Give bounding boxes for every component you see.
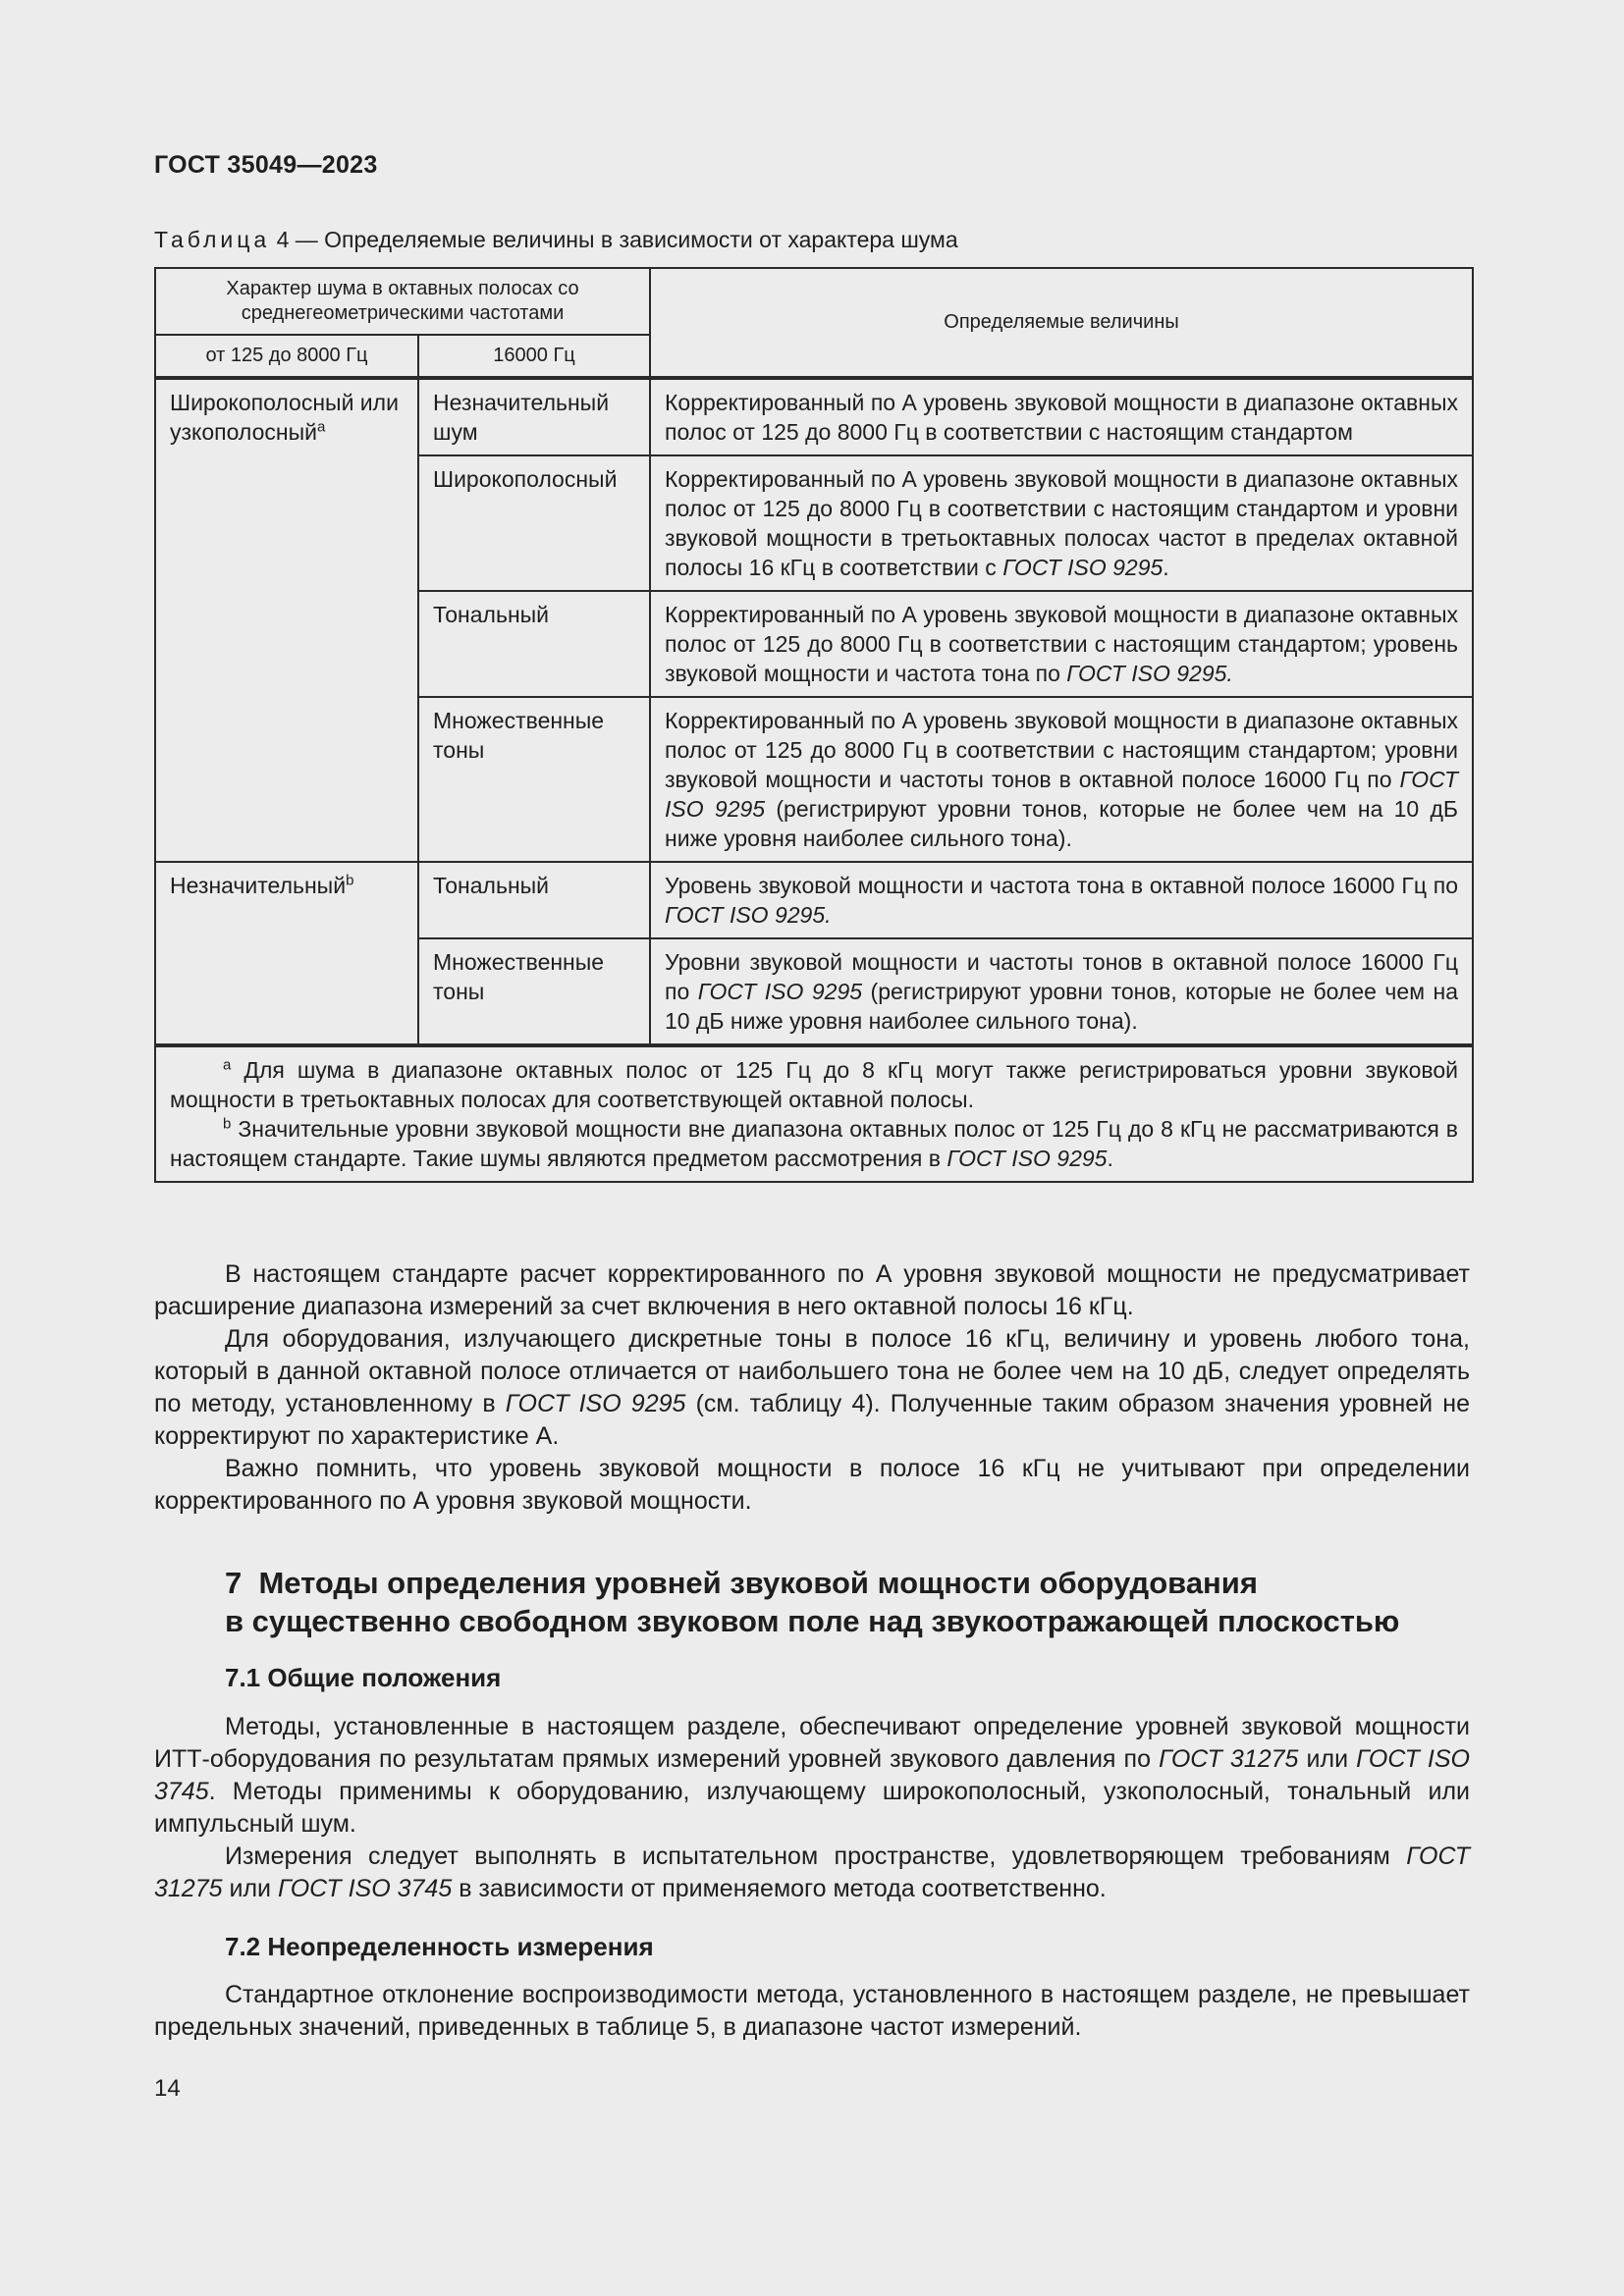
table-notes: [155, 1045, 1473, 1182]
table-caption-text: 4 — Определяемые величины в зависимости от характера шума: [270, 227, 958, 252]
paragraph: Стандартное отклонение воспроизводимости метода, установленного в настоящем разделе, не превышает предельных значений, приведенных в таблице 5, в диапазоне частот измерений.: [154, 1981, 1470, 2041]
subsection-7-2-body: [154, 1979, 1470, 2044]
paragraph: [154, 1841, 1470, 1905]
table-row: [155, 378, 1473, 455]
section-title-line: в существенно свободном звуковом поле над звукоотражающей плоскостью: [225, 1604, 1400, 1638]
standard-reference: ГОСТ ISO 9295: [505, 1390, 686, 1417]
table-caption-word: Таблица: [154, 227, 271, 252]
footnote-a-mark: a: [223, 1056, 232, 1074]
subsection-7-2-title: 7.2 Неопределенность измерения: [225, 1932, 654, 1961]
paragraph-text: (см. таблицу 4). Полученные таким образом значения уровней не корректируют по характеристике А.: [154, 1390, 1470, 1450]
table-head-octave-range: от 125 до 8000 Гц: [155, 335, 418, 378]
paragraph-text: или: [222, 1875, 278, 1902]
noise-type-cell: Множественные тоны: [418, 697, 650, 862]
group-broadband-label: Широкополосный или узкополосный: [170, 390, 399, 445]
description-cell: [650, 455, 1473, 591]
section-7-title: [225, 1564, 1399, 1640]
footnote-a: [170, 1055, 1458, 1114]
noise-table: [154, 267, 1474, 1183]
paragraph: [154, 1711, 1470, 1841]
description-text: Корректированный по А уровень звуковой мощности в диапазоне октавных полос от 125 до 8000 Гц в соответствии с настоящим стандартом; уровни звуковой мощности и частоты тонов в октавной полосе 16000 Гц по: [665, 708, 1459, 792]
description-cell: [650, 378, 1473, 455]
footnote-b-mark: b: [223, 1115, 232, 1133]
description-text: Корректированный по А уровень звуковой мощности в диапазоне октавных полос от 125 до 8000 Гц в соответствии с настоящим стандартом; уровень звуковой мощности и частота тона по: [665, 602, 1459, 686]
standard-reference: ГОСТ ISO 3745: [154, 1745, 1470, 1805]
standard-reference: ГОСТ ISO 9295: [947, 1146, 1108, 1171]
group-insignificant-label: Незначительный: [170, 873, 347, 898]
standard-reference: ГОСТ ISO 9295.: [665, 902, 832, 928]
standard-reference: ГОСТ 31275: [154, 1842, 1470, 1902]
footnote-a-text: Для шума в диапазоне октавных полос от 125 Гц до 8 кГц могут также регистрироваться уровни звуковой мощности в третьоктавных полосах для соответствующей октавной полосы.: [170, 1057, 1459, 1112]
footnote-b-tail: .: [1107, 1146, 1113, 1171]
description-tail: .: [1163, 555, 1169, 580]
description-text: Уровень звуковой мощности и частота тона в октавной полосе 16000 Гц по: [665, 873, 1459, 898]
paragraph: [154, 1323, 1470, 1453]
standard-reference: ГОСТ ISO 9295: [665, 767, 1459, 822]
footnote-b: [170, 1114, 1458, 1173]
table-head-group: Характер шума в октавных полосах со среднегеометрическими частотами: [155, 268, 650, 335]
paragraph-text: Методы, установленные в настоящем разделе, обеспечивают определение уровней звуковой мощности ИТТ-оборудования по результатам прямых измерений уровней звукового давления по: [154, 1713, 1470, 1773]
description-tail: (регистрируют уровни тонов, которые не более чем на 10 дБ ниже уровня наиболее сильного тона).: [665, 979, 1458, 1034]
paragraph-text: Для оборудования, излучающего дискретные тоны в полосе 16 кГц, величину и уровень любого тона, который в данной октавной полосе отличается от наибольшего тона не более чем на 10 дБ, следует определять по методу, установленному в: [154, 1325, 1470, 1417]
paragraph-text: или: [1298, 1745, 1357, 1773]
description-cell: [650, 938, 1473, 1045]
group-broadband-cell: [155, 378, 418, 862]
paragraph-text: в зависимости от применяемого метода соответственно.: [452, 1875, 1107, 1902]
footnote-b-text: Значительные уровни звуковой мощности вне диапазона октавных полос от 125 Гц до 8 кГц не рассматриваются в настоящем стандарте. Такие шумы являются предметом рассмотрения в: [170, 1116, 1459, 1171]
noise-type-cell: Незначительный шум: [418, 378, 650, 455]
description-text: Корректированный по А уровень звуковой мощности в диапазоне октавных полос от 125 до 8000 Гц в соответствии с настоящим стандартом и уровни звуковой мощности в третьоктавных полосах частот в пределах октавной полосы 16 кГц в соответствии с: [665, 466, 1459, 580]
document-header: ГОСТ 35049—2023: [154, 151, 378, 179]
table-caption: [154, 227, 958, 253]
subsection-7-1-title: 7.1 Общие положения: [225, 1663, 502, 1692]
standard-reference: ГОСТ ISO 9295: [1002, 555, 1164, 580]
standard-reference: ГОСТ ISO 9295.: [1066, 661, 1233, 686]
noise-type-cell: Множественные тоны: [418, 938, 650, 1045]
group-insignificant-cell: [155, 862, 418, 1045]
footnote-mark-a: a: [316, 418, 326, 436]
paragraph: В настоящем стандарте расчет корректированного по А уровня звуковой мощности не предусматривает расширение диапазона измерений за счет включения в него октавной полосы 16 кГц.: [154, 1260, 1470, 1320]
page-number: 14: [154, 2075, 181, 2102]
paragraph-text: Измерения следует выполнять в испытательном пространстве, удовлетворяющем требованиям: [225, 1842, 1407, 1870]
standard-reference: ГОСТ ISO 9295: [697, 979, 863, 1004]
table-head-16khz: 16000 Гц: [418, 335, 650, 378]
standard-reference: ГОСТ ISO 3745: [277, 1875, 453, 1902]
table-notes-row: [155, 1045, 1473, 1182]
description-cell: [650, 697, 1473, 862]
section-title-line: 7 Методы определения уровней звуковой мощности оборудования: [225, 1566, 1258, 1600]
description-tail: (регистрируют уровни тонов, которые не более чем на 10 дБ ниже уровня наиболее сильного тона).: [665, 796, 1459, 851]
noise-type-cell: Тональный: [418, 862, 650, 938]
description-text: Уровни звуковой мощности и частоты тонов в октавной полосе 16000 Гц по: [665, 949, 1459, 1004]
description-cell: [650, 591, 1473, 697]
noise-type-cell: Широкополосный: [418, 455, 650, 591]
description-text: Корректированный по А уровень звуковой мощности в диапазоне октавных полос от 125 до 8000 Гц в соответствии с настоящим стандартом: [665, 390, 1459, 445]
paragraph: Важно помнить, что уровень звуковой мощности в полосе 16 кГц не учитывают при определении корректированного по А уровня звуковой мощности.: [154, 1455, 1470, 1515]
body-paragraphs: [154, 1258, 1470, 1518]
description-cell: [650, 862, 1473, 938]
footnote-mark-b: b: [346, 872, 354, 889]
subsection-7-1-body: [154, 1711, 1470, 1905]
standard-reference: ГОСТ 31275: [1159, 1745, 1299, 1773]
table-head-values: Определяемые величины: [650, 268, 1473, 378]
paragraph-text: . Методы применимы к оборудованию, излучающему широкополосный, узкополосный, тональный или импульсный шум.: [154, 1778, 1470, 1838]
noise-type-cell: Тональный: [418, 591, 650, 697]
table-row: [155, 862, 1473, 938]
